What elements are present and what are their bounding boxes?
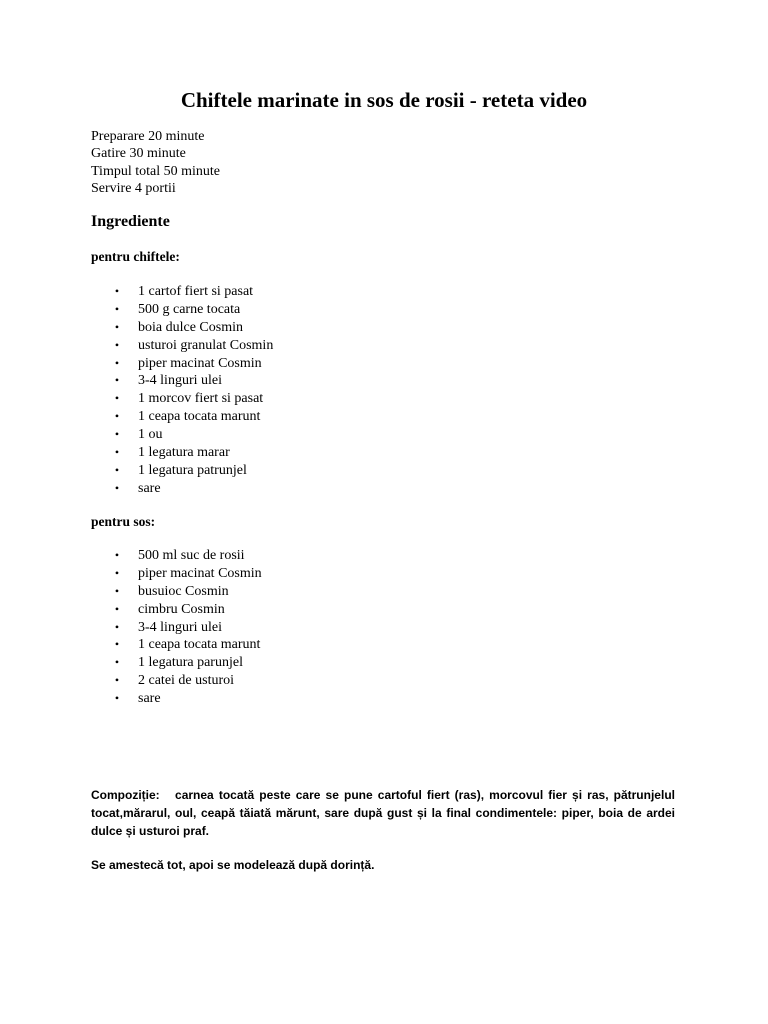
chiftele-ingredient-list [110, 283, 273, 498]
ingredient-text: 3-4 linguri ulei [138, 619, 222, 635]
bullet-icon: • [114, 391, 120, 406]
list-item [110, 283, 273, 301]
list-item [110, 690, 262, 708]
ingredient-text: 1 ceapa tocata marunt [138, 637, 261, 653]
bullet-icon: • [114, 548, 120, 562]
bullet-icon: • [114, 427, 120, 442]
servings: Servire 4 portii [91, 180, 176, 196]
ingredient-text: sare [138, 480, 161, 496]
list-item [110, 619, 262, 637]
cook-time: Gatire 30 minute [91, 146, 186, 162]
list-item [110, 444, 273, 462]
bullet-icon: • [114, 355, 120, 370]
list-item [110, 408, 273, 426]
composition-paragraph [91, 786, 675, 841]
list-item [110, 601, 262, 619]
ingredient-text: sare [138, 691, 161, 707]
list-item [110, 654, 262, 672]
bullet-icon: • [114, 337, 120, 352]
ingredient-text: 1 cartof fiert si pasat [138, 284, 254, 299]
list-item [110, 672, 262, 690]
bullet-icon: • [114, 373, 120, 388]
bullet-icon: • [114, 673, 120, 688]
ingredient-text: piper macinat Cosmin [138, 565, 262, 581]
ingredient-text: 1 ceapa tocata marunt [138, 409, 261, 425]
composition-text: carnea tocată peste care se pune cartoful fiert (ras), morcovul fier și ras, pătrunjelul tocat,mărarul, oul, ceapă tăiată mărunt, sare după gust și la final condimentele: piper, boia de ardei dulce și usturoi praf. [91, 788, 675, 839]
list-item [110, 337, 273, 355]
list-item [110, 355, 273, 373]
composition-label: Compoziție: [91, 788, 160, 802]
bullet-icon: • [114, 637, 120, 652]
ingredient-text: busuioc Cosmin [138, 583, 229, 599]
prep-time: Preparare 20 minute [91, 129, 205, 144]
bullet-icon: • [114, 691, 120, 706]
ingredient-text: 1 legatura marar [138, 445, 230, 461]
bullet-icon: • [114, 445, 120, 460]
ingredient-text: 1 legatura patrunjel [138, 462, 247, 478]
ingredients-heading: Ingrediente [91, 213, 170, 230]
sos-subheading: pentru sos: [91, 514, 156, 529]
recipe-meta [91, 128, 220, 197]
ingredient-text: 1 morcov fiert si pasat [138, 391, 264, 407]
bullet-icon: • [114, 583, 120, 598]
bullet-icon: • [114, 301, 120, 316]
ingredient-text: boia dulce Cosmin [138, 319, 243, 335]
ingredient-text: piper macinat Cosmin [138, 355, 262, 371]
ingredient-text: usturoi granulat Cosmin [138, 337, 274, 353]
list-item [110, 462, 273, 480]
ingredient-text: 3-4 linguri ulei [138, 373, 222, 389]
total-time: Timpul total 50 minute [91, 163, 220, 179]
page-title: Chiftele marinate in sos de rosii - reteta video [180, 88, 588, 112]
mixing-note: Se amestecă tot, apoi se modelează după dorință. [91, 858, 375, 872]
bullet-icon: • [114, 284, 120, 298]
list-item [110, 583, 262, 601]
ingredient-text: 500 ml suc de rosii [138, 548, 245, 563]
bullet-icon: • [114, 619, 120, 634]
ingredient-text: 500 g carne tocata [138, 301, 241, 317]
bullet-icon: • [114, 601, 120, 616]
ingredient-text: cimbru Cosmin [138, 601, 225, 617]
list-item [110, 480, 273, 498]
list-item [110, 565, 262, 583]
ingredient-text: 2 catei de usturoi [138, 673, 235, 689]
bullet-icon: • [114, 462, 120, 477]
chiftele-subheading: pentru chiftele: [91, 249, 180, 264]
list-item [110, 390, 273, 408]
sos-ingredient-list [110, 547, 262, 708]
ingredient-text: 1 legatura parunjel [138, 655, 243, 671]
list-item [110, 636, 262, 654]
bullet-icon: • [114, 409, 120, 424]
list-item [110, 319, 273, 337]
bullet-icon: • [114, 319, 120, 334]
bullet-icon: • [114, 480, 120, 495]
list-item [110, 426, 273, 444]
bullet-icon: • [114, 655, 120, 670]
list-item [110, 301, 273, 319]
bullet-icon: • [114, 565, 120, 580]
ingredient-text: 1 ou [138, 427, 163, 443]
list-item [110, 372, 273, 390]
list-item [110, 547, 262, 565]
